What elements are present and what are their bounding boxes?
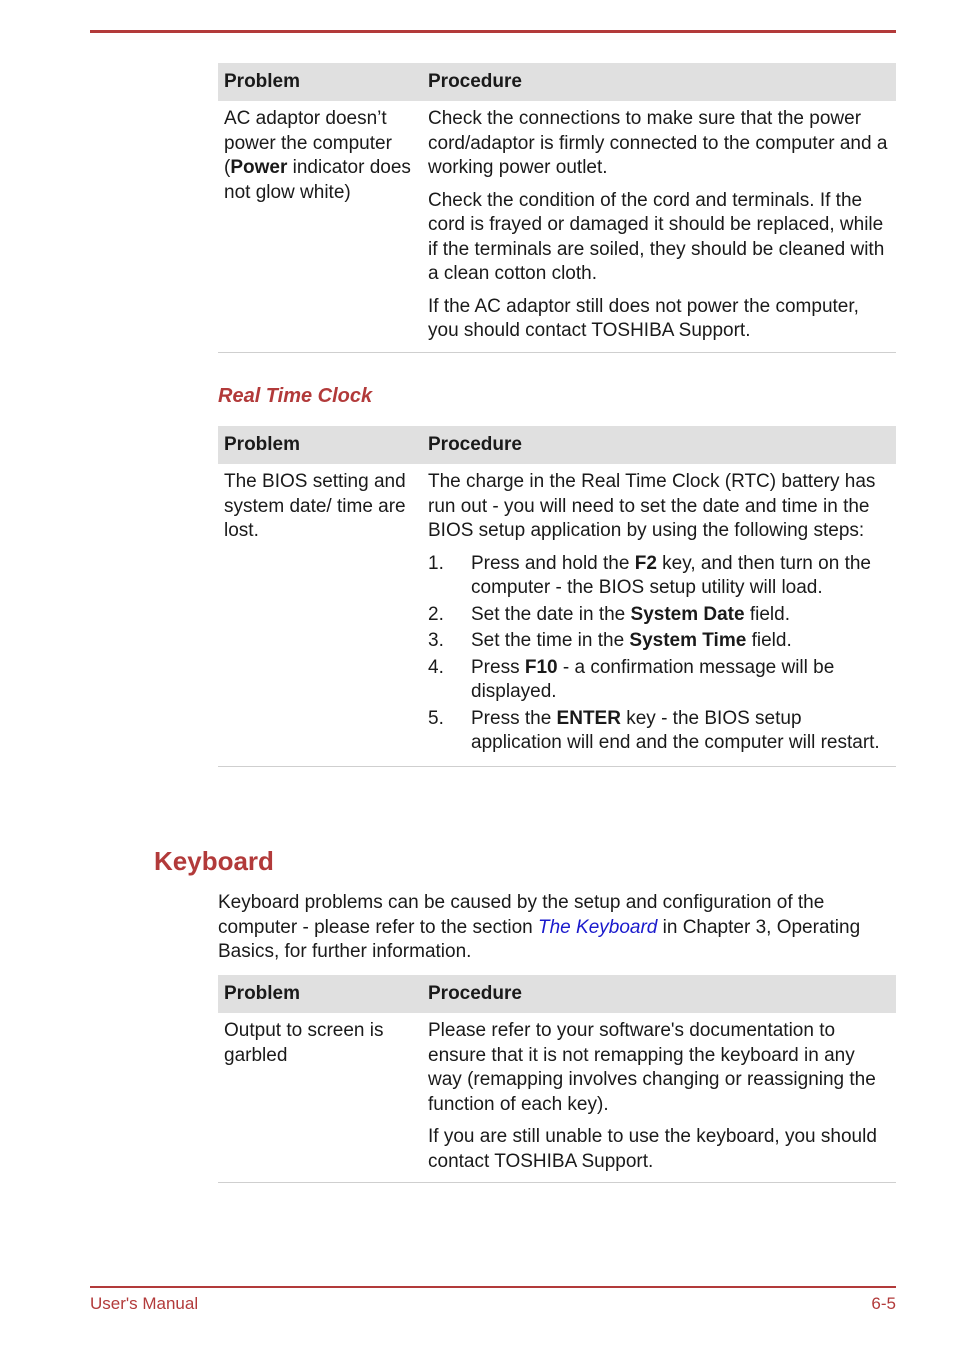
step-text-end: - a confirmation message will be displayed. (471, 656, 835, 702)
procedure-header: Procedure (422, 975, 896, 1013)
problem-bold: Power (230, 157, 288, 178)
step-number: 5. (428, 707, 444, 729)
rtc-table (218, 426, 896, 767)
step-number: 4. (428, 656, 444, 678)
table-row (218, 1013, 896, 1183)
step-text: Press and hold the (471, 552, 635, 574)
list-item (428, 629, 890, 654)
step-text: Set the time in the (471, 630, 630, 651)
problem-header: Problem (218, 63, 422, 101)
keyboard-intro (218, 891, 896, 965)
intro-text: Keyboard problems can be caused by the setup and configuration of the computer - please refer to the section (218, 892, 825, 938)
step-bold: System Date (630, 603, 745, 625)
keyboard-section-title: Keyboard (154, 846, 274, 876)
footer-manual-title: User's Manual (90, 1294, 199, 1313)
step-text: Press the (471, 707, 557, 729)
problem-cell (218, 101, 422, 352)
table-header-row (218, 975, 896, 1013)
problem-cell: Output to screen is garbled (218, 1013, 422, 1183)
step-bold: System Time (629, 630, 747, 651)
table-header-row (218, 63, 896, 101)
step-bold: F10 (524, 656, 558, 678)
step-number: 1. (428, 552, 444, 574)
top-rule (90, 30, 896, 33)
procedure-header: Procedure (422, 426, 896, 464)
step-bold: F2 (634, 552, 657, 574)
problem-text-end: indicator does not glow white) (224, 157, 411, 203)
bottom-rule (90, 1286, 896, 1288)
step-text-end: key - the BIOS setup application will end and the computer will restart. (471, 707, 880, 753)
step-number: 2. (428, 603, 444, 625)
step-text-end: field. (746, 630, 792, 651)
procedure-cell (422, 101, 896, 352)
procedure-paragraph: Check the condition of the cord and terminals. If the cord is frayed or damaged it should be replaced, while if the terminals are soiled, they should be cleaned with a clean cotton cloth. (428, 189, 885, 284)
problem-cell: The BIOS setting and system date/ time are lost. (218, 464, 422, 766)
procedure-cell (422, 464, 896, 766)
problem-header: Problem (218, 975, 422, 1013)
steps-list (428, 552, 890, 756)
list-item (428, 552, 890, 601)
real-time-clock-heading: Real Time Clock (218, 385, 373, 407)
list-item (428, 707, 890, 756)
keyboard-table (218, 975, 896, 1183)
table-header-row (218, 426, 896, 464)
step-text: Set the date in the (471, 603, 631, 625)
page-number: 6-5 (871, 1294, 896, 1313)
intro-text-end: in Chapter 3, Operating Basics, for further information. (218, 916, 861, 962)
list-item (428, 656, 890, 705)
procedure-paragraph: Please refer to your software's documentation to ensure that it is not remapping the keyboard in any way (remapping involves changing or reassigning the function of each key). (428, 1020, 876, 1115)
step-text: Press (471, 656, 525, 678)
table-row (218, 101, 896, 352)
procedure-paragraph: If the AC adaptor still does not power the computer, you should contact TOSHIBA Support. (428, 295, 859, 341)
step-number: 3. (428, 630, 444, 651)
step-text-end: field. (744, 603, 790, 625)
procedure-paragraph: If you are still unable to use the keyboard, you should contact TOSHIBA Support. (428, 1126, 877, 1172)
step-bold: ENTER (556, 707, 621, 729)
procedure-paragraph: The charge in the Real Time Clock (RTC) battery has run out - you will need to set the date and time in the BIOS setup application by using the following steps: (428, 471, 876, 541)
problem-text: AC adaptor doesn’t power the computer ( (224, 108, 392, 178)
keyboard-section-link[interactable]: The Keyboard (538, 916, 658, 938)
ac-adaptor-table (218, 63, 896, 353)
procedure-header: Procedure (422, 63, 896, 101)
procedure-cell (422, 1013, 896, 1183)
procedure-paragraph: Check the connections to make sure that the power cord/adaptor is firmly connected to the computer and a working power outlet. (428, 108, 888, 178)
problem-header: Problem (218, 426, 422, 464)
step-text-end: key, and then turn on the computer - the BIOS setup utility will load. (471, 552, 871, 598)
list-item (428, 603, 890, 628)
table-row (218, 464, 896, 766)
